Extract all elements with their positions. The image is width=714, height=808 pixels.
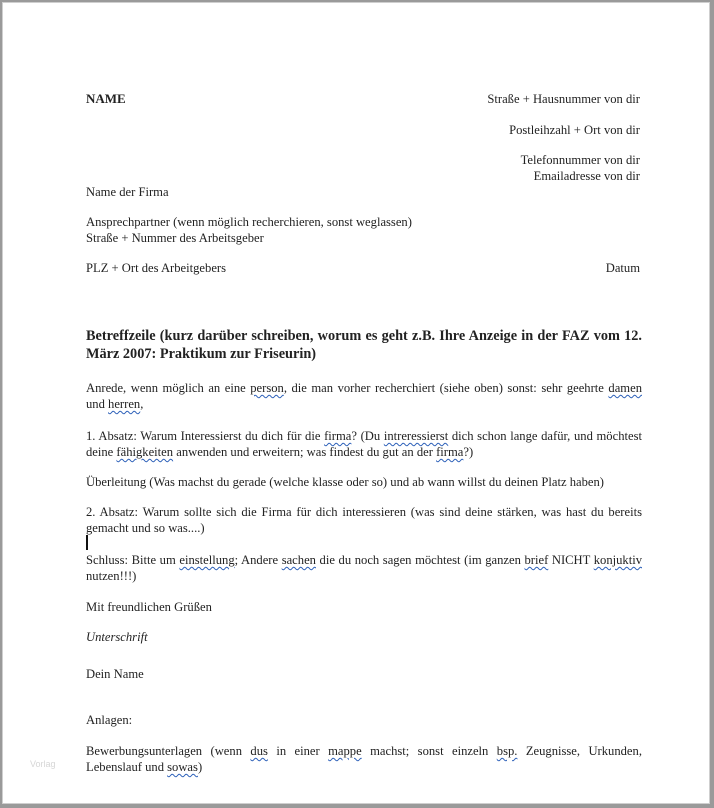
sender-name: NAME: [86, 91, 126, 106]
sender-email: Emailadresse von dir: [533, 169, 640, 183]
salutation: Anrede, wenn möglich an eine person, die man vorher recherchiert (siehe oben) sonst: sehr geehrte damen und herren,: [86, 381, 642, 411]
paragraph-2: 2. Absatz: Warum sollte sich die Firma für dich interessieren (was sind deine stärken, was hast du bereits gemacht und so was....): [86, 505, 642, 535]
sender-street: Straße + Hausnummer von dir: [487, 92, 640, 106]
paragraph-1: 1. Absatz: Warum Interessierst du dich für die firma? (Du intreressierst dich schon lange dafür, und möchtest deine fähigkeiten anwenden und erweitern; was findest du gut an der firma?): [86, 429, 642, 459]
attachments-list: Bewerbungsunterlagen (wenn dus in einer mappe machst; sonst einzeln bsp. Zeugnisse, Urkunden, Lebenslauf und sowas): [86, 744, 642, 774]
document-page: [2, 2, 710, 804]
watermark: Vorlag: [30, 759, 56, 769]
transition-paragraph: Überleitung (Was machst du gerade (welche klasse oder so) und ab wann willst du deinen Platz haben): [86, 475, 604, 489]
your-name: Dein Name: [86, 667, 144, 681]
recipient-city: PLZ + Ort des Arbeitgebers: [86, 261, 227, 275]
greeting: Mit freundlichen Grüßen: [86, 600, 212, 614]
closing-paragraph: Schluss: Bitte um einstellung; Andere sachen die du noch sagen möchtest (im ganzen brief NICHT konjuktiv nutzen!!!): [86, 553, 642, 583]
sender-phone: Telefonnummer von dir: [520, 153, 640, 167]
attachments-label: Anlagen:: [86, 713, 133, 727]
recipient-street: Straße + Nummer des Arbeitsgeber: [86, 231, 264, 245]
recipient-contact: Ansprechpartner (wenn möglich recherchieren, sonst weglassen): [86, 215, 412, 229]
subject-line: Betreffzeile (kurz darüber schreiben, worum es geht z.B. Ihre Anzeige in der FAZ vom 12. März 2007: Praktikum zur Friseurin): [86, 328, 642, 362]
recipient-company: Name der Firma: [86, 185, 169, 199]
signature: Unterschrift: [86, 630, 148, 644]
text-cursor: [86, 535, 88, 550]
sender-postal: Postleihzahl + Ort von dir: [509, 123, 640, 137]
date-label: Datum: [605, 261, 640, 275]
